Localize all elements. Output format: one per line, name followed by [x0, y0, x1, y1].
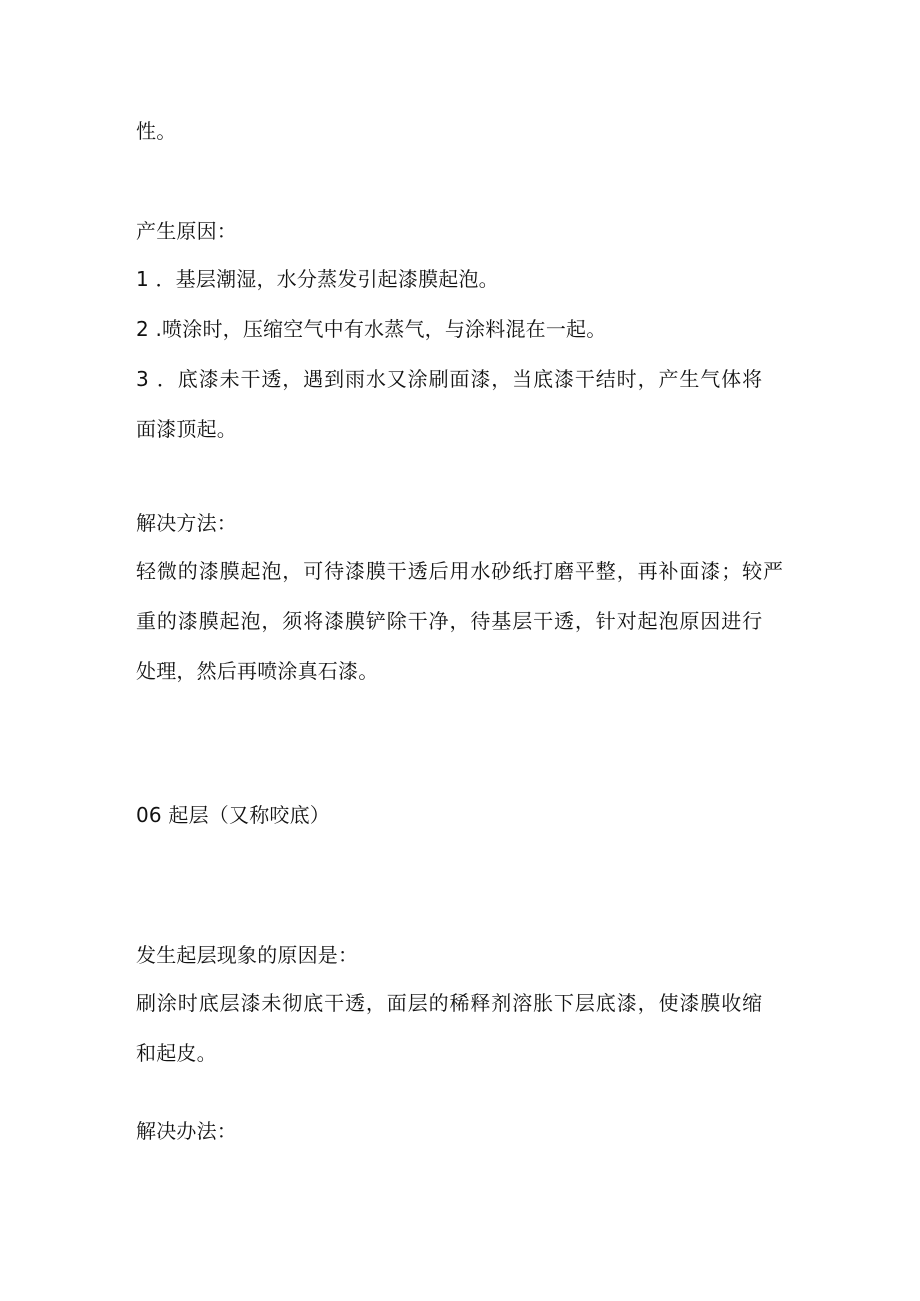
- section-label-delamination-causes: 发生起层现象的原因是：: [136, 943, 359, 967]
- section-title-06: 06 起层（又称咬底）: [136, 803, 331, 827]
- section-label-solution: 解决方法：: [136, 511, 237, 535]
- list-item-cause-3: 3 ．底漆未干透，遇到雨水又涂刷面漆，当底漆干结时，产生气体将: [136, 367, 763, 391]
- paragraph-solution-line-2: 重的漆膜起泡，须将漆膜铲除干净，待基层干透，针对起泡原因进行: [136, 609, 763, 633]
- paragraph-solution-line-1: 轻微的漆膜起泡，可待漆膜干透后用水砂纸打磨平整，再补面漆；较严: [136, 559, 784, 583]
- paragraph-solution-line-3: 处理，然后再喷涂真石漆。: [136, 659, 379, 683]
- text-line-continuation: 性。: [136, 119, 177, 143]
- list-item-cause-2: 2 .喷涂时，压缩空气中有水蒸气，与涂料混在一起。: [136, 317, 607, 341]
- section-label-remedy: 解决办法：: [136, 1119, 237, 1143]
- list-item-cause-1: 1 ．基层潮湿，水分蒸发引起漆膜起泡。: [136, 267, 499, 291]
- paragraph-delamination-line-2: 和起皮。: [136, 1041, 217, 1065]
- list-item-cause-3-cont: 面漆顶起。: [136, 417, 237, 441]
- section-label-causes: 产生原因：: [136, 219, 237, 243]
- paragraph-delamination-line-1: 刷涂时底层漆未彻底干透，面层的稀释剂溶胀下层底漆，使漆膜收缩: [136, 991, 763, 1015]
